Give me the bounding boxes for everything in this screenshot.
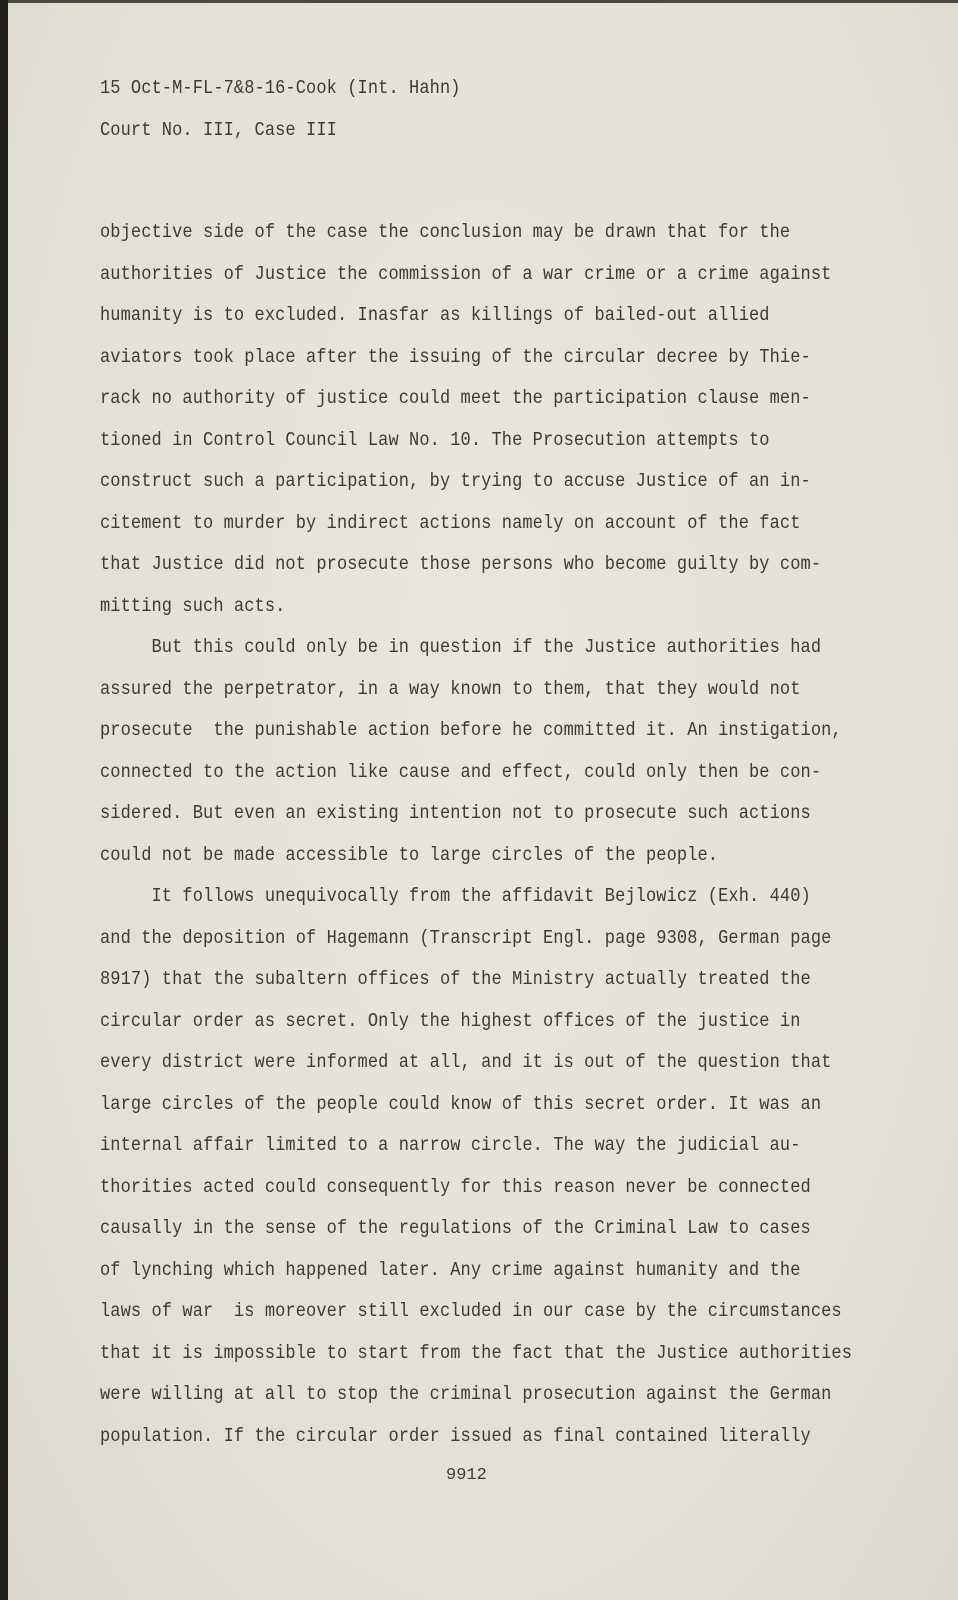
text-line: population. If the circular order issued as final contained literally — [100, 1425, 811, 1448]
text-line: mitting such acts. — [100, 595, 286, 618]
text-line: humanity is to excluded. Inasfar as killings of bailed-out allied — [100, 305, 770, 327]
text-line: prosecute the punishable action before he committed it. An instigation, — [100, 720, 842, 742]
text-line: citement to murder by indirect actions namely on account of the fact — [100, 512, 801, 535]
text-line: could not be made accessible to large circles of the people. — [100, 844, 719, 867]
header-court: Court No. III, Case III — [100, 120, 337, 142]
text-line: construct such a participation, by trying to accuse Justice of an in- — [100, 471, 811, 493]
header-reference: 15 Oct-M-FL-7&8-16-Cook (Int. Hahn) — [100, 78, 461, 100]
text-line: 8917) that the subaltern offices of the Ministry actually treated the — [100, 969, 811, 991]
text-line: sidered. But even an existing intention not to prosecute such actions — [100, 803, 811, 825]
text-line: rack no authority of justice could meet the participation clause men- — [100, 388, 811, 410]
text-line: It follows unequivocally from the affidavit Bejlowicz (Exh. 440) — [100, 886, 811, 908]
text-line: authorities of Justice the commission of a war crime or a crime against — [100, 263, 832, 286]
text-line: causally in the sense of the regulations of the Criminal Law to cases — [100, 1218, 811, 1240]
text-line: of lynching which happened later. Any crime against humanity and the — [100, 1259, 801, 1282]
page-number: 9912 — [446, 1466, 487, 1485]
text-line: every district were informed at all, and it is out of the question that — [100, 1052, 832, 1074]
text-line: that it is impossible to start from the fact that the Justice authorities — [100, 1342, 853, 1365]
text-line: that Justice did not prosecute those persons who become guilty by com- — [100, 554, 822, 576]
text-line: were willing at all to stop the criminal prosecution against the German — [100, 1384, 832, 1406]
text-line: large circles of the people could know of this secret order. It was an — [100, 1093, 822, 1116]
text-line: connected to the action like cause and effect, could only then be con- — [100, 761, 822, 784]
text-line: and the deposition of Hagemann (Transcript Engl. page 9308, German page — [100, 927, 832, 950]
text-line: thorities acted could consequently for this reason never be connected — [100, 1176, 811, 1199]
text-line: assured the perpetrator, in a way known to them, that they would not — [100, 678, 801, 701]
text-line: tioned in Control Council Law No. 10. The Prosecution attempts to — [100, 429, 770, 452]
text-line: laws of war is moreover still excluded in our case by the circumstances — [100, 1301, 842, 1323]
scan-edge-left — [0, 0, 8, 1600]
text-line: aviators took place after the issuing of the circular decree by Thie- — [100, 346, 811, 369]
text-line: internal affair limited to a narrow circle. The way the judicial au- — [100, 1135, 801, 1157]
text-line: But this could only be in question if the Justice authorities had — [100, 637, 822, 659]
text-line: circular order as secret. Only the highest offices of the justice in — [100, 1010, 801, 1033]
scan-edge-top — [0, 0, 958, 3]
text-line: objective side of the case the conclusion may be drawn that for the — [100, 222, 791, 244]
